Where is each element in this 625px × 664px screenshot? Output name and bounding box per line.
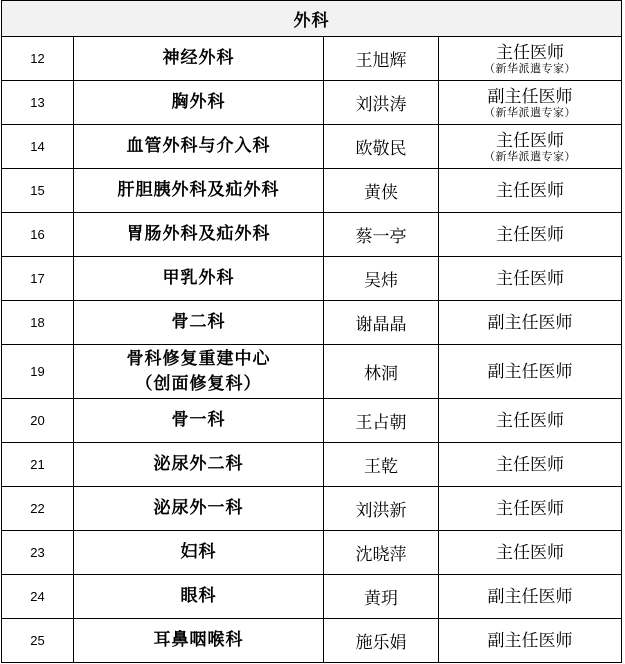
section-header-row — [2, 1, 622, 37]
row-number: 21 — [2, 443, 74, 487]
department-cell — [74, 399, 324, 443]
title-cell — [439, 125, 622, 169]
doctor-name: 黄玥 — [324, 575, 439, 619]
doctor-name: 施乐娟 — [324, 619, 439, 663]
row-number: 14 — [2, 125, 74, 169]
doctor-table-body — [2, 1, 622, 663]
doctor-title: 主任医师 — [496, 410, 564, 431]
table-row — [2, 301, 622, 345]
title-cell — [439, 345, 622, 399]
department-name: 眼科 — [180, 586, 217, 606]
doctor-title: 副主任医师 — [487, 312, 573, 333]
title-cell — [439, 619, 622, 663]
doctor-title: 主任医师 — [496, 542, 564, 563]
doctor-title: 主任医师 — [496, 498, 564, 519]
doctor-name: 吴炜 — [324, 257, 439, 301]
department-name: 泌尿外二科 — [153, 454, 244, 474]
table-row — [2, 345, 622, 399]
title-cell — [439, 257, 622, 301]
department-name: 肝胆胰外科及疝外科 — [117, 180, 280, 200]
department-name: 耳鼻咽喉科 — [153, 630, 244, 650]
doctor-title: 副主任医师 — [487, 86, 573, 107]
row-number: 22 — [2, 487, 74, 531]
table-row — [2, 257, 622, 301]
doctor-name: 林洞 — [324, 345, 439, 399]
table-row — [2, 213, 622, 257]
row-number: 18 — [2, 301, 74, 345]
department-name: （创面修复科） — [135, 373, 262, 394]
title-cell — [439, 487, 622, 531]
table-row — [2, 399, 622, 443]
doctor-name: 王占朝 — [324, 399, 439, 443]
row-number: 12 — [2, 37, 74, 81]
doctor-title: 主任医师 — [496, 42, 564, 63]
doctor-name: 欧敬民 — [324, 125, 439, 169]
doctor-title: 副主任医师 — [487, 630, 573, 651]
section-title: 外科 — [2, 1, 622, 37]
title-cell — [439, 169, 622, 213]
doctor-title: 副主任医师 — [487, 361, 573, 382]
dispatch-note: （新华派遣专家） — [484, 61, 576, 75]
row-number: 25 — [2, 619, 74, 663]
title-cell — [439, 81, 622, 125]
department-name: 神经外科 — [162, 48, 235, 68]
department-cell — [74, 345, 324, 399]
table-row — [2, 619, 622, 663]
doctor-table — [1, 0, 622, 663]
table-row — [2, 81, 622, 125]
department-cell — [74, 531, 324, 575]
department-cell — [74, 125, 324, 169]
table-row — [2, 487, 622, 531]
doctor-title: 主任医师 — [496, 454, 564, 475]
department-cell — [74, 575, 324, 619]
row-number: 16 — [2, 213, 74, 257]
table-row — [2, 531, 622, 575]
title-cell — [439, 399, 622, 443]
department-name: 血管外科与介入科 — [126, 136, 271, 156]
row-number: 13 — [2, 81, 74, 125]
title-cell — [439, 575, 622, 619]
department-cell — [74, 443, 324, 487]
doctor-name: 刘洪涛 — [324, 81, 439, 125]
department-name: 妇科 — [180, 542, 217, 562]
department-name: 骨二科 — [171, 312, 226, 332]
department-cell — [74, 487, 324, 531]
doctor-name: 黄侠 — [324, 169, 439, 213]
department-name: 骨科修复重建中心 — [126, 348, 271, 369]
department-name: 骨一科 — [171, 410, 226, 430]
department-cell — [74, 619, 324, 663]
doctor-name: 刘洪新 — [324, 487, 439, 531]
department-name: 甲乳外科 — [162, 268, 235, 288]
department-cell — [74, 301, 324, 345]
title-cell — [439, 531, 622, 575]
table-row — [2, 575, 622, 619]
title-cell — [439, 443, 622, 487]
doctor-name: 王旭辉 — [324, 37, 439, 81]
department-name: 胃肠外科及疝外科 — [126, 224, 271, 244]
doctor-name: 王乾 — [324, 443, 439, 487]
dispatch-note: （新华派遣专家） — [484, 149, 576, 163]
table-row — [2, 443, 622, 487]
row-number: 23 — [2, 531, 74, 575]
row-number: 20 — [2, 399, 74, 443]
dispatch-note: （新华派遣专家） — [484, 105, 576, 119]
doctor-name: 沈晓萍 — [324, 531, 439, 575]
department-name: 胸外科 — [171, 92, 226, 112]
table-row — [2, 125, 622, 169]
department-cell — [74, 37, 324, 81]
table-row — [2, 37, 622, 81]
row-number: 15 — [2, 169, 74, 213]
department-cell — [74, 169, 324, 213]
title-cell — [439, 37, 622, 81]
doctor-title: 主任医师 — [496, 268, 564, 289]
doctor-title: 主任医师 — [496, 224, 564, 245]
doctor-title: 主任医师 — [496, 130, 564, 151]
row-number: 17 — [2, 257, 74, 301]
doctor-name: 蔡一亭 — [324, 213, 439, 257]
department-cell — [74, 81, 324, 125]
department-name: 泌尿外一科 — [153, 498, 244, 518]
table-row — [2, 169, 622, 213]
title-cell — [439, 213, 622, 257]
department-cell — [74, 257, 324, 301]
doctor-title: 副主任医师 — [487, 586, 573, 607]
title-cell — [439, 301, 622, 345]
doctor-title: 主任医师 — [496, 180, 564, 201]
doctor-name: 谢晶晶 — [324, 301, 439, 345]
department-cell — [74, 213, 324, 257]
row-number: 24 — [2, 575, 74, 619]
row-number: 19 — [2, 345, 74, 399]
